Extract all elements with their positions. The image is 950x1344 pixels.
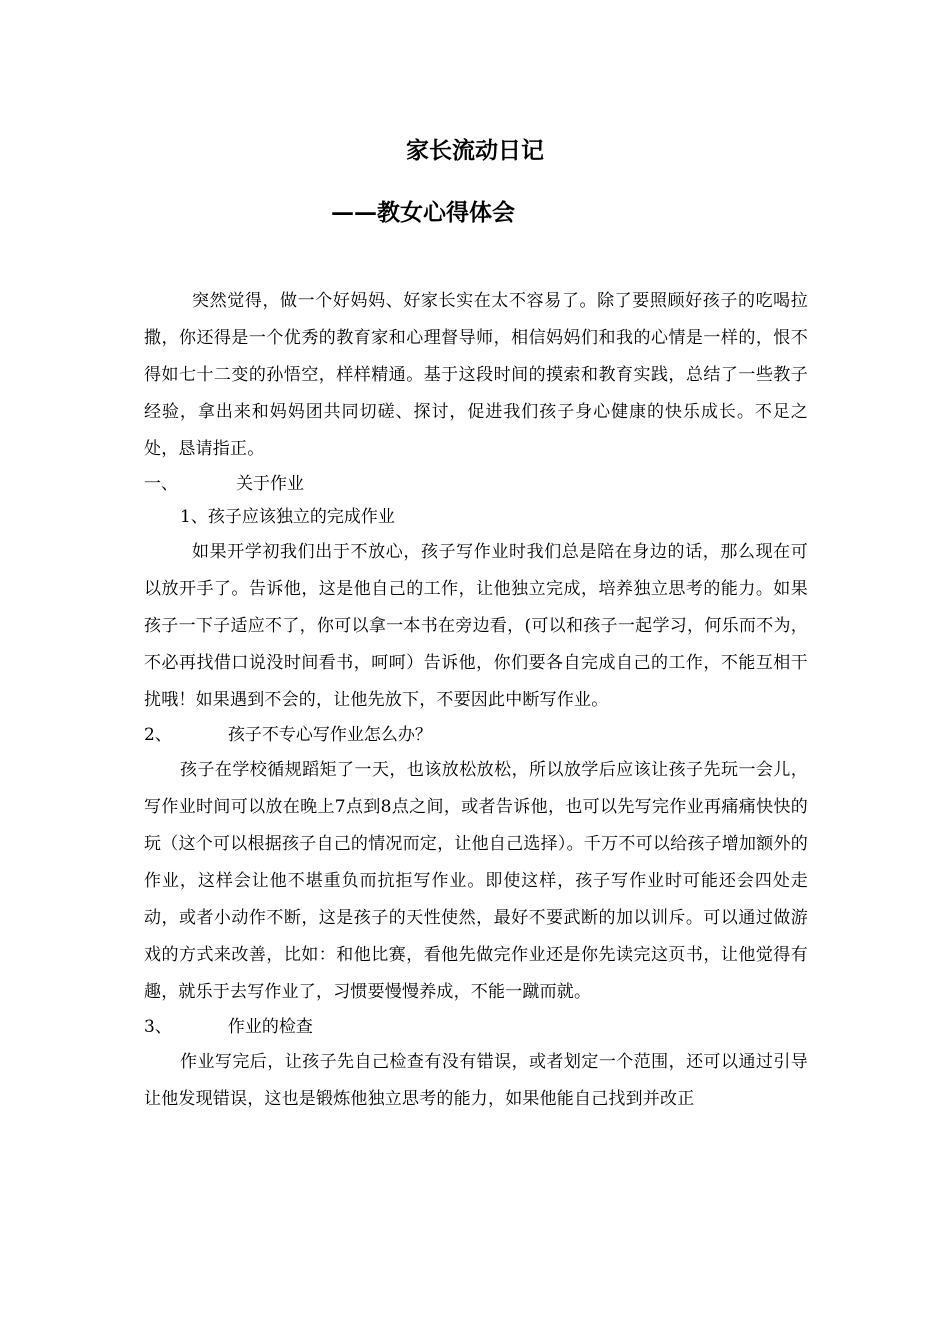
item-number: 3、 [144,1017,172,1037]
item-heading-check [144,1011,808,1044]
item-paragraph-check: 作业写完后，让孩子先自己检查有没有错误，或者划定一个范围，还可以通过引导让他发现错误，这也是锻炼他独立思考的能力，如果他能自己找到并改正 [144,1052,808,1109]
item-heading-independent: 1、孩子应该独立的完成作业 [180,507,395,527]
item-paragraph-independent: 如果开学初我们出于不放心，孩子写作业时我们总是陪在身边的话，那么现在可以放开手了。告诉他，这是他自己的工作，让他独立完成，培养独立思考的能力。如果孩子一下子适应不了，你可以拿一本书在旁边看，(可以和孩子一起学习，何乐而不为，不必再找借口说没时间看书，呵呵）告诉他，你们要各自完成自己的工作，不能互相干扰哦！如果遇到不会的，让他先放下，不要因此中断写作业。 [144,542,808,710]
document-title: 家长流动日记 [406,137,544,164]
item-paragraph-focus: 孩子在学校循规蹈矩了一天，也该放松放松，所以放学后应该让孩子先玩一会儿，写作业时间可以放在晚上7点到8点之间，或者告诉他，也可以先写完作业再痛痛快快的玩（这个可以根据孩子自己的情况而定，让他自己选择）。千万不可以给孩子增加额外的作业，这样会让他不堪重负而抗拒写作业。即使这样，孩子写作业时可能还会四处走动，或者小动作不断，这是孩子的天性使然，最好不要武断的加以训斥。可以通过做游戏的方式来改善，比如：和他比赛，看他先做完作业还是你先读完这页书，让他觉得有趣，就乐于去写作业了，习惯要慢慢养成，不能一蹴而就。 [144,760,808,1002]
document-body [144,283,808,1118]
document-subtitle: ——教女心得体会 [331,199,515,226]
section-label: 关于作业 [236,474,304,494]
item-label: 作业的检查 [227,1017,313,1037]
item-heading-focus [144,719,808,752]
section-number: 一、 [144,474,178,494]
item-number: 2、 [144,725,172,745]
section-heading-homework [144,468,808,501]
item-label: 孩子不专心写作业怎么办？ [227,725,432,745]
intro-paragraph: 突然觉得，做一个好妈妈、好家长实在太不容易了。除了要照顾好孩子的吃喝拉撒，你还得是一个优秀的教育家和心理督导师，相信妈妈们和我的心情是一样的，恨不得如七十二变的孙悟空，样样精通。基于这段时间的摸索和教育实践，总结了一些教子经验，拿出来和妈妈团共同切磋、探讨，促进我们孩子身心健康的快乐成长。不足之处，恳请指正。 [144,291,808,459]
